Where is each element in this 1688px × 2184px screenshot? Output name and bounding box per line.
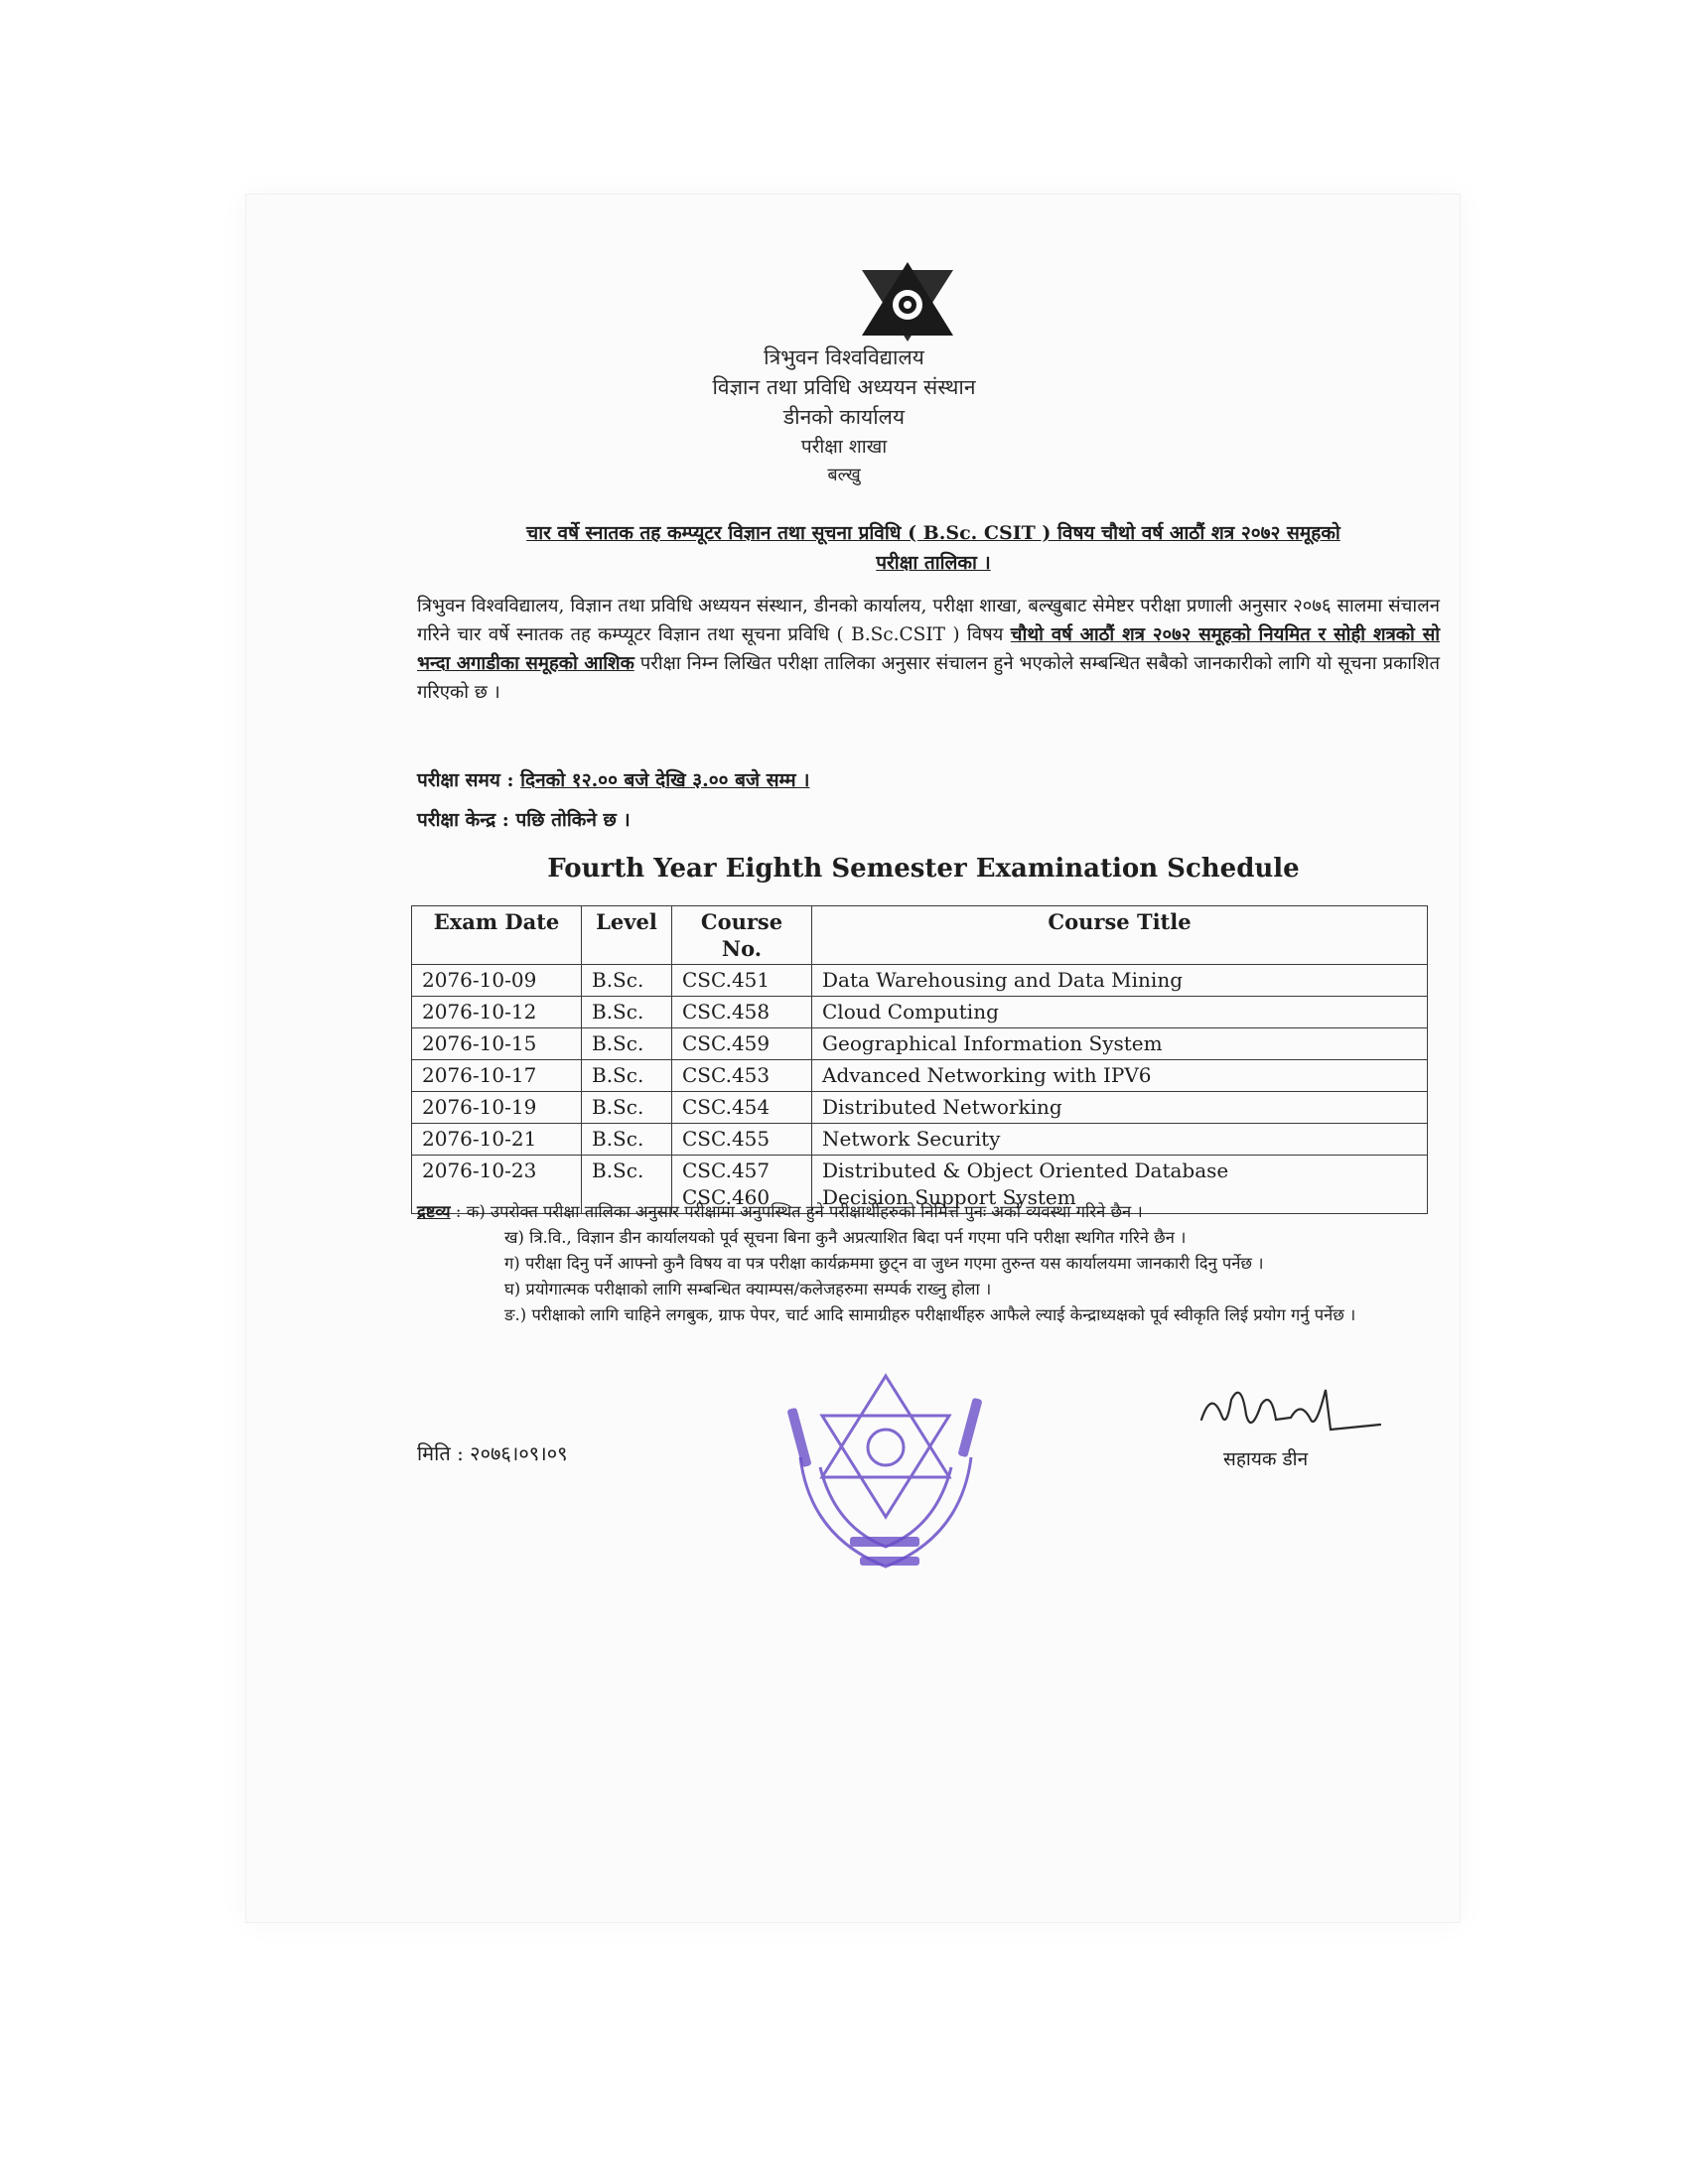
course-no-1: CSC.457 <box>682 1159 771 1182</box>
notes-separator: : <box>450 1202 467 1221</box>
intro-bold-text: चौथो वर्ष आठौं शत्र २०७२ समूहको नियमित र सोही शत्रको सो भन्दा अगाडीका समूहको आशिक <box>417 624 1440 674</box>
cell-level: B.Sc. <box>582 997 672 1028</box>
location-name: बल्खु <box>827 465 861 485</box>
cell-course-no: CSC.454 <box>672 1092 812 1124</box>
cell-date: 2076-10-09 <box>412 965 582 997</box>
course-title-1: Distributed & Object Oriented Database <box>822 1159 1229 1182</box>
cell-course-no: CSC.459 <box>672 1028 812 1060</box>
cell-course-title: Network Security <box>812 1124 1428 1156</box>
cell-level: B.Sc. <box>582 1028 672 1060</box>
notice-subtitle: परीक्षा तालिका । <box>876 552 991 574</box>
cell-date: 2076-10-17 <box>412 1060 582 1092</box>
cell-date: 2076-10-19 <box>412 1092 582 1124</box>
section-name: परीक्षा शाखा <box>800 436 888 458</box>
cell-course-title: Distributed Networking <box>812 1092 1428 1124</box>
cell-date: 2076-10-15 <box>412 1028 582 1060</box>
university-name: त्रिभुवन विश्वविद्यालय <box>764 345 924 369</box>
cell-date: 2076-10-23 <box>412 1156 582 1214</box>
course-no-2: CSC.460 <box>682 1185 771 1209</box>
cell-course-title: Cloud Computing <box>812 997 1428 1028</box>
exam-time-value: दिनको १२.०० बजे देखि ३.०० बजे सम्म । <box>520 769 810 791</box>
exam-time-label: परीक्षा समय : <box>417 769 521 791</box>
notes-section <box>417 1199 1440 1328</box>
header-level: Level <box>582 906 672 965</box>
header-course-no: Course No. <box>672 906 812 965</box>
issue-date: मिति : २०७६।०९।०९ <box>417 1441 568 1465</box>
cell-course-no: CSC.453 <box>672 1060 812 1092</box>
cell-level: B.Sc. <box>582 1060 672 1092</box>
header-course-title: Course Title <box>812 906 1428 965</box>
table-row <box>412 997 1428 1028</box>
cell-level: B.Sc. <box>582 965 672 997</box>
cell-date: 2076-10-12 <box>412 997 582 1028</box>
university-logo-icon <box>858 260 957 343</box>
cell-course-no: CSC.455 <box>672 1124 812 1156</box>
intro-text-1: त्रिभुवन विश्वविद्यालय, विज्ञान तथा प्रविधि अध्ययन संस्थान, डीनको कार्यालय, परीक्षा शाखा, बल्खुबाट सेमेष्टर परीक्षा प्रणाली अनुसार २०७६ सालमा संचालन गरिने चार वर्षे स्नातक तह कम्प्यूटर विज्ञान तथा सूचना प्रविधि ( B.Sc.CSIT ) विषय <box>417 596 1440 645</box>
header-exam-date: Exam Date <box>412 906 582 965</box>
note-item: घ) प्रयोगात्मक परीक्षाको लागि सम्बन्धित क्याम्पस/कलेजहरुमा सम्पर्क राख्नु होला । <box>504 1280 992 1298</box>
note-item: ङ.) परीक्षाको लागि चाहिने लगबुक, ग्राफ पेपर, चार्ट आदि सामाग्रीहरु परीक्षार्थीहरु आफैले ल्याई केन्द्राध्यक्षको पूर्व स्वीकृति लिई प्रयोग गर्नु पर्नेछ । <box>504 1305 1356 1324</box>
table-row <box>412 1092 1428 1124</box>
cell-course-no: CSC.458 <box>672 997 812 1028</box>
note-item <box>417 1199 1440 1225</box>
office-stamp-icon <box>780 1368 991 1586</box>
table-row <box>412 1028 1428 1060</box>
table-row <box>412 1060 1428 1092</box>
exam-center: परीक्षा केन्द्र : पछि तोकिने छ । <box>417 809 631 831</box>
cell-level: B.Sc. <box>582 1092 672 1124</box>
table-row <box>412 965 1428 997</box>
cell-date: 2076-10-21 <box>412 1124 582 1156</box>
cell-course-title: Geographical Information System <box>812 1028 1428 1060</box>
notes-label: द्रष्टव्य <box>417 1202 451 1221</box>
note-text: क) उपरोक्त परीक्षा तालिका अनुसार परीक्षामा अनुपस्थित हुने परीक्षार्थीहरुको निमित्त पुनः अर्को व्यवस्था गरिने छैन । <box>466 1202 1143 1221</box>
cell-course-title: Data Warehousing and Data Mining <box>812 965 1428 997</box>
institute-name: विज्ञान तथा प्रविधि अध्ययन संस्थान <box>712 375 976 399</box>
exam-time <box>417 766 809 792</box>
signature-label: सहायक डीन <box>1223 1448 1309 1470</box>
cell-course-no: CSC.451 <box>672 965 812 997</box>
note-item: ग) परीक्षा दिनु पर्ने आफ्नो कुनै विषय वा पत्र परीक्षा कार्यक्रममा छुट्न वा जुध्न गएमा तुरुन्त यस कार्यालयमा जानकारी दिनु पर्नेछ । <box>504 1254 1264 1273</box>
note-item: ख) त्रि.वि., विज्ञान डीन कार्यालयको पूर्व सूचना बिना कुनै अप्रत्याशित बिदा पर्न गएमा पनि परीक्षा स्थगित गरिने छैन । <box>504 1228 1187 1247</box>
notice-title: चार वर्षे स्नातक तह कम्प्यूटर विज्ञान तथा सूचना प्रविधि ( B.Sc. CSIT ) विषय चौथो वर्ष आठौं शत्र २०७२ समूहको <box>526 522 1340 544</box>
cell-course-title: Advanced Networking with IPV6 <box>812 1060 1428 1092</box>
schedule-table <box>411 905 1428 1214</box>
intro-paragraph <box>417 592 1440 707</box>
table-header-row <box>412 906 1428 965</box>
table-row <box>412 1124 1428 1156</box>
cell-level: B.Sc. <box>582 1124 672 1156</box>
course-title-2: Decision Support System <box>822 1185 1076 1209</box>
cell-level: B.Sc. <box>582 1156 672 1214</box>
office-name: डीनको कार्यालय <box>782 405 906 429</box>
intro-text-2: परीक्षा निम्न लिखित परीक्षा तालिका अनुसार संचालन हुने भएकोले सम्बन्धित सबैको जानकारीको लागि यो सूचना प्रकाशित गरिएको छ । <box>417 653 1440 703</box>
schedule-title: Fourth Year Eighth Semester Examination Schedule <box>547 854 1300 884</box>
